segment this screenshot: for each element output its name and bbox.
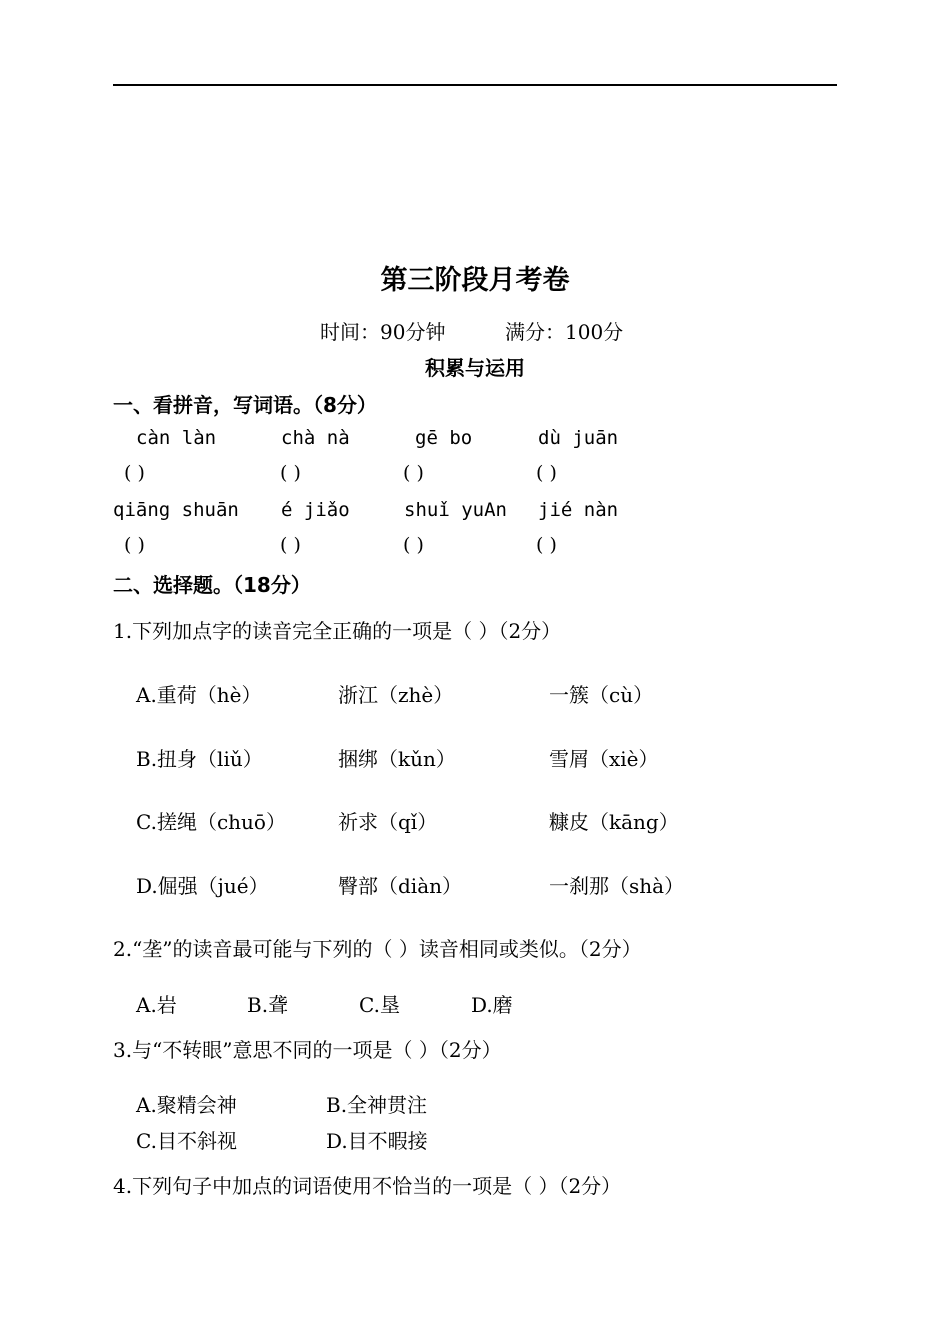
page-title: 第三阶段月考卷	[380, 265, 570, 296]
answer-blank[interactable]: ( )	[124, 462, 145, 484]
answer-blank[interactable]: ( )	[403, 462, 424, 484]
exam-score: 满分：100分	[505, 320, 624, 344]
answer-blank[interactable]: ( )	[280, 534, 301, 556]
q1-option-c: C.搓绳（chuō）	[136, 810, 286, 834]
question-2: 2.“垄”的读音最可能与下列的（ ）读音相同或类似。（2分）	[113, 937, 642, 961]
pinyin-item: càn làn	[136, 427, 217, 449]
pinyin-item: jié nàn	[538, 499, 619, 521]
q2-option-b: B.聋	[247, 993, 289, 1017]
question-4: 4.下列句子中加点的词语使用不恰当的一项是（ ）（2分）	[113, 1174, 622, 1198]
q3-option-b: B.全神贯注	[326, 1093, 428, 1117]
q1-option-c-word3: 糠皮（kāng）	[549, 810, 679, 834]
part-title: 积累与运用	[425, 356, 525, 380]
answer-blank[interactable]: ( )	[403, 534, 424, 556]
pinyin-item: é jiǎo	[281, 499, 350, 521]
q1-option-d-word3: 一刹那（shà）	[549, 874, 685, 898]
q3-option-d: D.目不暇接	[326, 1129, 428, 1153]
pinyin-item: dù juān	[538, 427, 619, 449]
q2-option-c: C.垦	[359, 993, 400, 1017]
answer-blank[interactable]: ( )	[280, 462, 301, 484]
header-rule	[113, 84, 837, 86]
q1-option-a-word2: 浙江（zhè）	[338, 683, 454, 707]
q3-option-c: C.目不斜视	[136, 1129, 237, 1153]
q1-option-a: A.重荷（hè）	[136, 683, 262, 707]
q2-option-d: D.磨	[471, 993, 513, 1017]
q1-option-d: D.倔强（jué）	[136, 874, 269, 898]
section1-heading: 一、看拼音，写词语。（8分）	[113, 393, 377, 417]
answer-blank[interactable]: ( )	[124, 534, 145, 556]
pinyin-item: gē bo	[415, 427, 473, 449]
question-3: 3.与“不转眼”意思不同的一项是（ ）（2分）	[113, 1038, 502, 1062]
q1-option-b-word3: 雪屑（xiè）	[549, 747, 659, 771]
q1-option-a-word3: 一簇（cù）	[549, 683, 654, 707]
pinyin-item: chà nà	[281, 427, 350, 449]
q2-option-a: A.岩	[136, 993, 177, 1017]
exam-time: 时间：90分钟	[320, 320, 446, 344]
q1-option-c-word2: 祈求（qǐ）	[338, 810, 438, 834]
q3-option-a: A.聚精会神	[136, 1093, 237, 1117]
answer-blank[interactable]: ( )	[536, 462, 557, 484]
question-1: 1.下列加点字的读音完全正确的一项是（ ）（2分）	[113, 619, 562, 643]
pinyin-item: shuǐ yuAn	[404, 499, 507, 521]
answer-blank[interactable]: ( )	[536, 534, 557, 556]
q1-option-b: B.扭身（liǔ）	[136, 747, 263, 771]
pinyin-item: qiāng shuān	[113, 499, 239, 521]
q1-option-b-word2: 捆绑（kǔn）	[338, 747, 456, 771]
section2-heading: 二、选择题。（18分）	[113, 573, 311, 597]
q1-option-d-word2: 臀部（diàn）	[338, 874, 463, 898]
